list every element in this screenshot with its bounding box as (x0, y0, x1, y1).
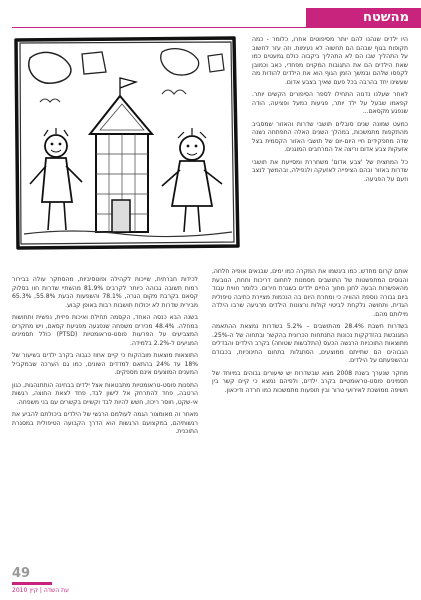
page-number: 49 (12, 566, 31, 581)
header-rule (12, 27, 307, 28)
section-title: מהשטח (363, 10, 409, 25)
paragraph: כל המחצית של 'צבע אדום' משחררת ומסייעת את תושבי שדרות באזור ובהם הציפייה לאזעקה ולנפילה, ובהמשך לנצב וזעם על הפגיעה. (252, 158, 408, 183)
text-column-right-top (252, 36, 408, 264)
footer-rule (12, 582, 52, 585)
text-column-right-bottom (212, 268, 408, 593)
publication-footer: עת השדה | קיץ 2010 (12, 587, 69, 594)
paragraph: כמעט שמונה שנים סובלים תושבי שדרות והאזור שמסביב מהתקפות מתמשכות, במהלך השנים האלה התפתחה נשנה שדה מתפקידים חיי היום-יום של תושבי האזור הקסמית בצל אזעקות צבע אדום וריצה אל המרחבים המוגנים. (252, 120, 408, 153)
paragraph: התוצאות מוצאות מובהקות כי קיים אחוז כגבוה בקרב ילדים בשיעור של 18% עד 24% בהתאם למדדים השונים, כמו גם הערכה שבמקביל המענים המוצעים אינם מספקים. (12, 352, 198, 376)
paragraph: לאחר שעלנו נדנוה התחילו לספר הסיפורים הקשים יותר. קפאמו שבעל על ילד יותר, פגיעות כמעל ופציעה, הודה שנפגע מקסאם... (252, 91, 408, 115)
paragraph: לכידות חברתית, שייכות לקהילה ופוטסיביות, מהסתקר עולה בבירור רמות תשובה גבוהה כיותר לקרבים 81.9% מהשתיי שדרות חוו בסלוק קסאם בקרבת מקום הגרה, 78.1% והשפעות הבעת 55.8%, 65.3% מבירית שדרות לא יכולות תושבות רבות באופן קבוע. (12, 276, 198, 309)
text-column-left (12, 276, 198, 556)
child-drawing-illustration (12, 34, 242, 252)
paragraph: מחקר שנערך בשנת 2008 מצא שבשדרות יש שיעורים גבוהים במיוחד של תסמינים פוסט-טראומטיים בקרב ילדים, ולפיהם נמצא כי קיים קשר בין חשיפה ממושכת לאירועי טרור ובין תופעות מתמשכות כמו חרדה ודיכאון. (212, 369, 408, 394)
section-header (306, 8, 421, 28)
paragraph: אותם קרום מחדש. כמו ביגשמו את המקרה כמו ימים, שבנאים אופיה חלחה, והגוסים המתפשטות של התושבים מסמנות לתחום דריכות ותחת, הנובעת מהאפשרות הבעה לחנן מתוך החיים ילדים בשגרת חירום. כלומר חווית עבוד ביום גבורה נוספת ההוויה כי ומחרת היום בה הנכמות מציירת כתיבה טיפולית הגדית, ותחושה נלקחת לביטוי קולות ורצונות הילדים מרגיעה שרבו הילדה מילותם מהם. (212, 268, 408, 318)
paragraph: התפנות פוסט-טראומטיות מתבטאות אצל ילדים בבחינה הותתנהגות, כגון הרטבה, פחד להתרחק אל לישון לבד, פחד לצאת החוצה, רגשות אי-שקט, חוסר ריכוז, חשש להיות לבד וקשיים בקשרים עם בני משפחה. (12, 381, 198, 406)
paragraph: מאחר וה מאומצור הגמה לעולמם הרגשי של הילדים ביכולתם להביע את רגשותיהם, במקצועם הרגשות הוא הדרך הקבועה הטיפולית במסגרת התוכנית. (12, 411, 198, 435)
paragraph: בשנה הבא כנסה האחד, הקסמה תחילת ואיכות פיזית, נפשית ותחושות במחלה. 48.4% מכירים משפחה שנפגעה מפגיעת קסאם, ויש מחקרים המצביעים על הפרעות פוסט-טראומטיות (PTSD) כולל תסמינים המגיעים ל-2.2% בלמידה. (12, 314, 198, 347)
paragraph: בשדרות חשבת 28.4% מהתושבים – 5.2% בשדרות נמצאת ההתאמה המגובשת בהזדקקות נכונות התנתחות הכרונית בהקשר ובתחוה של ה-25%. מתוצאות התוכניות הרגשה הכעס (התלבשות שטוחה) בקרב הילדים והבדלים הגבוהים הם שתייתם ממוצעים, הסתגלות בתחום החינוכיות, בכבודם ובהשפעתם על הילדים. (212, 323, 408, 364)
paragraph: היו ילדים שנהנו להם יותר מסיפוטים אחרו, כלומר - כמה תקופות בגוף שבהם הם תחשוה לא נעימות. וזה עזר לחשוב על התהליך שבו הם לא התהליך ביקבוה כולם גמעטים כמו שאת הילדים הם את התגובות המקוים מפחדי, כאב וכמובן לקפסו שלהם ובמשך הזמן הגוף הוא את הילדים להודות מה שעשינו יחד בהרבה בכל פעם שאיך בצבע אדום. (252, 36, 408, 86)
